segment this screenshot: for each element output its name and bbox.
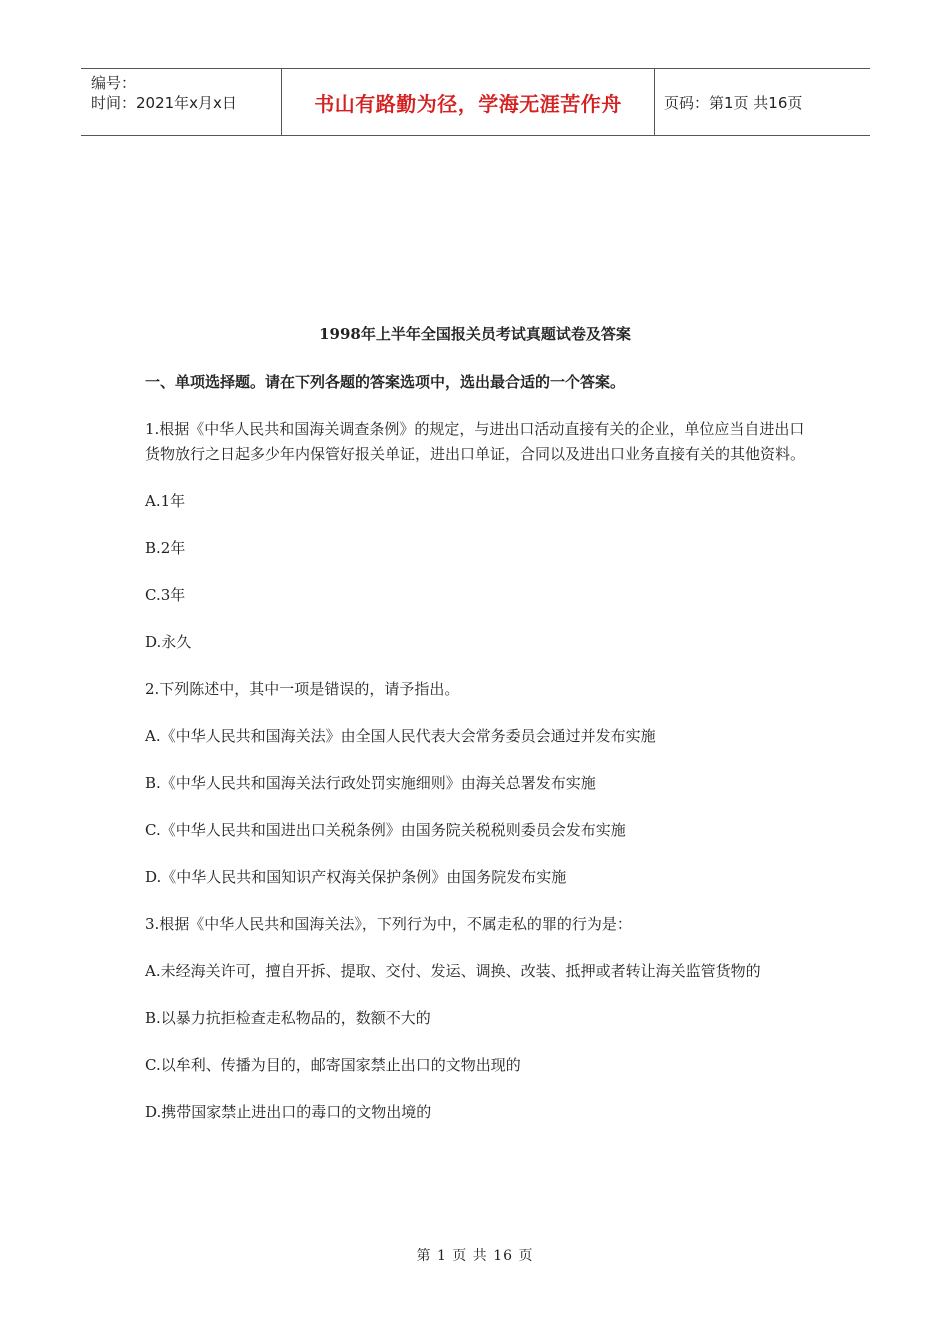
option-c: C.3年: [145, 586, 186, 604]
header-meta: [81, 69, 281, 135]
section-heading: 一、单项选择题。请在下列各题的答案选项中，选出最合适的一个答案。: [145, 373, 626, 391]
option-a: A.《中华人民共和国海关法》由全国人民代表大会常务委员会通过并发布实施: [145, 727, 656, 745]
page-header: [81, 68, 870, 136]
header-page-info: [655, 69, 870, 135]
option-d: D.永久: [145, 633, 192, 651]
question-stem: 1.根据《中华人民共和国海关调查条例》的规定，与进出口活动直接有关的企业，单位应当自进出口货物放行之日起多少年内保管好报关单证，进出口单证，合同以及进出口业务直接有关的其他资料。: [145, 420, 806, 463]
question-stem: 3.根据《中华人民共和国海关法》，下列行为中，不属走私的罪的行为是：: [145, 915, 632, 933]
option-d: D.携带国家禁止进出口的毒口的文物出境的: [145, 1103, 432, 1121]
motto-text: 书山有路勤为径，学海无涯苦作舟: [314, 91, 622, 116]
option-b: B.《中华人民共和国海关法行政处罚实施细则》由海关总署发布实施: [145, 774, 596, 792]
time-label: 时间：2021年x月x日: [91, 94, 237, 112]
question-1: [145, 417, 810, 655]
option-d: D.《中华人民共和国知识产权海关保护条例》由国务院发布实施: [145, 868, 567, 886]
number-label: 编号：: [91, 74, 137, 92]
page-footer: 第 1 页 共 16 页: [416, 1248, 534, 1264]
question-stem: 2.下列陈述中，其中一项是错误的，请予指出。: [145, 680, 460, 698]
question-2: [145, 677, 810, 890]
option-b: B.以暴力抗拒检查走私物品的，数额不大的: [145, 1009, 431, 1027]
header-motto-cell: [281, 69, 655, 135]
question-list: [145, 417, 810, 1147]
option-b: B.2年: [145, 539, 186, 557]
question-3: [145, 912, 810, 1125]
option-c: C.以牟利、传播为目的，邮寄国家禁止出口的文物出现的: [145, 1056, 521, 1074]
document-title: 1998年上半年全国报关员考试真题试卷及答案: [319, 325, 631, 343]
page-info-text: 页码：第1页 共16页: [664, 93, 803, 112]
option-a: A.未经海关许可，擅自开拆、提取、交付、发运、调换、改装、抵押或者转让海关监管货物的: [145, 962, 761, 980]
option-a: A.1年: [145, 492, 186, 510]
option-c: C.《中华人民共和国进出口关税条例》由国务院关税税则委员会发布实施: [145, 821, 626, 839]
